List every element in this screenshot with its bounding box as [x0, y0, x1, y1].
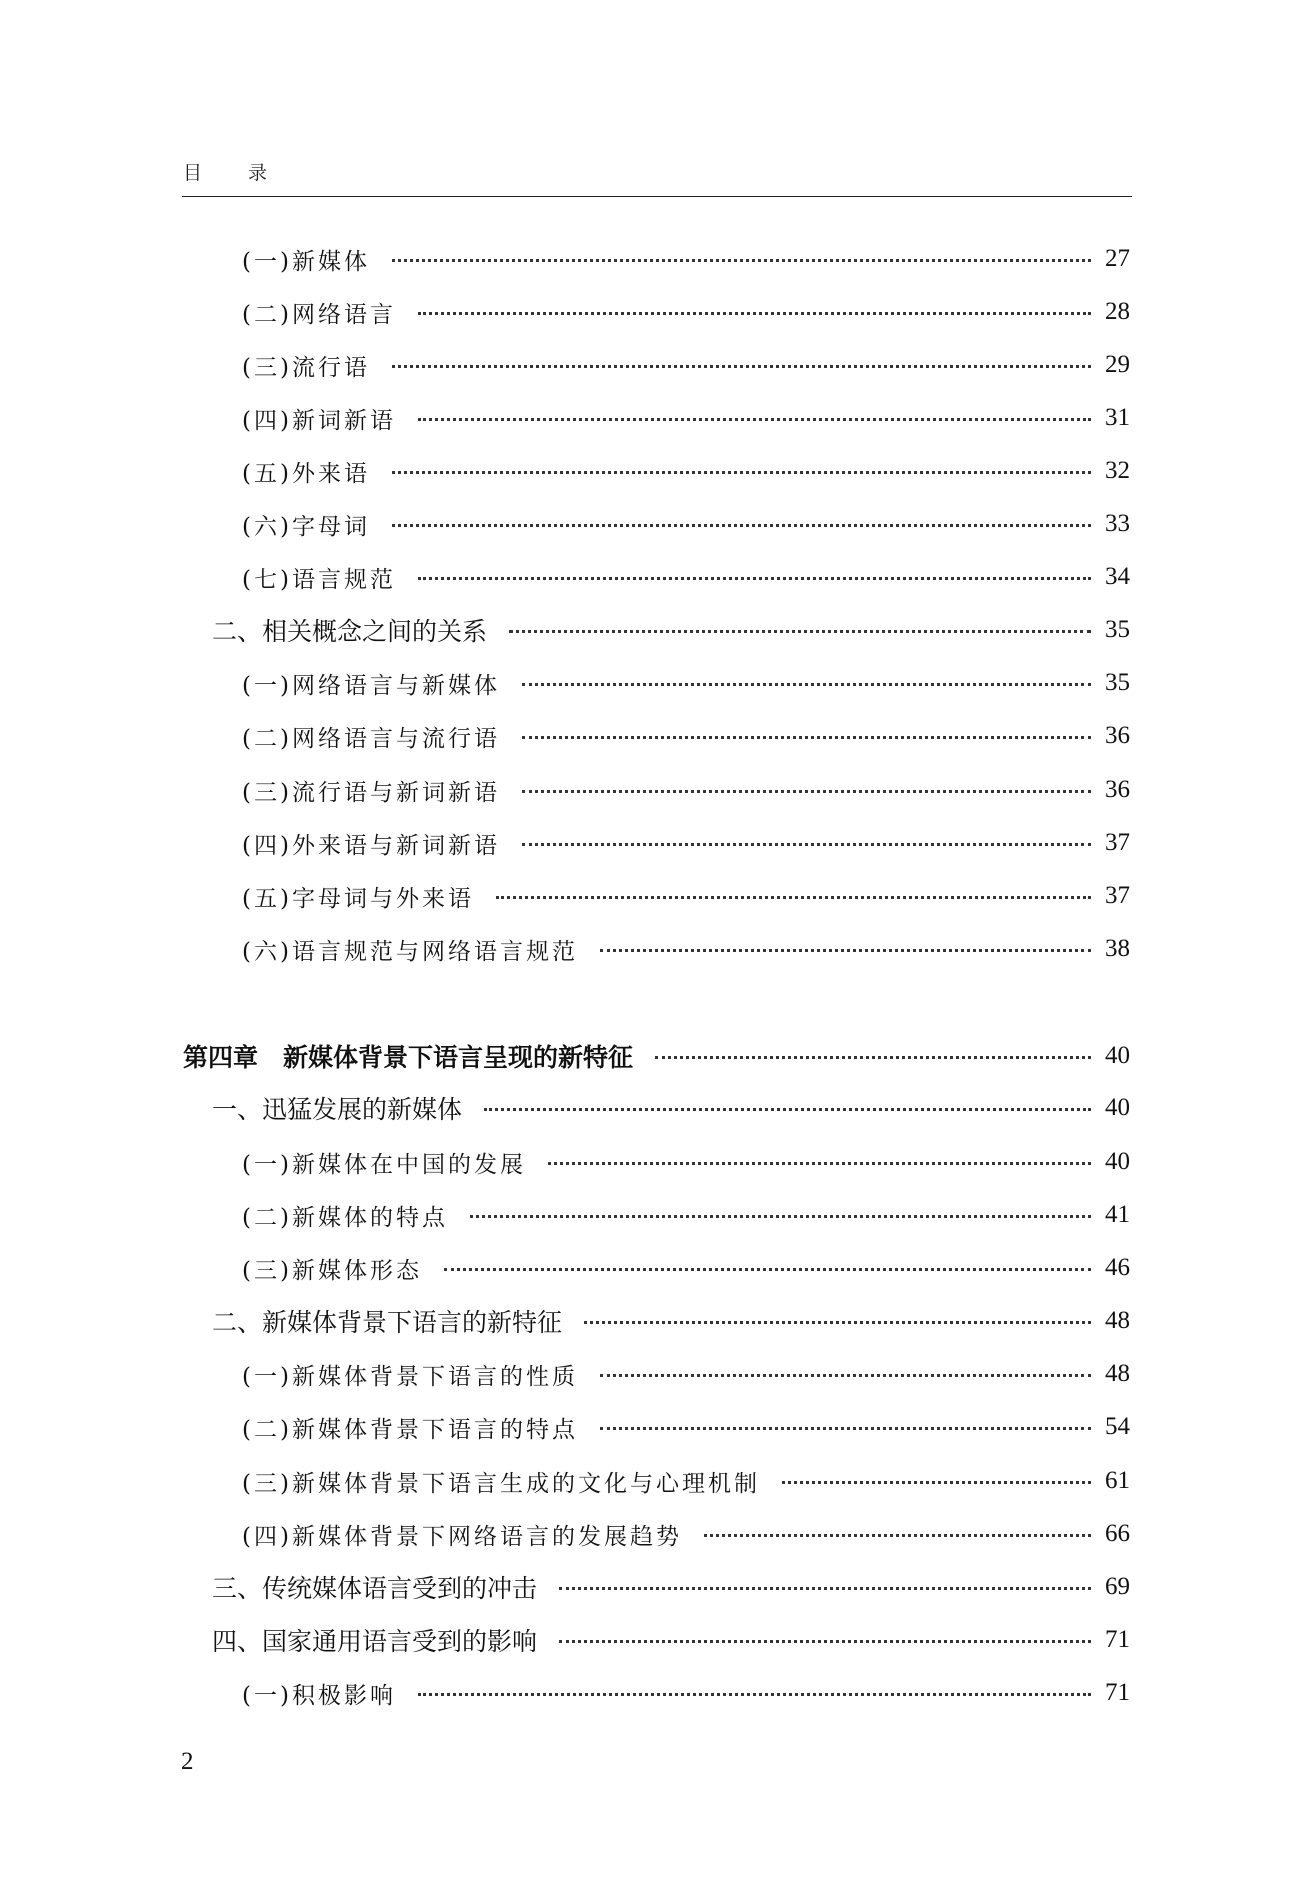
dot-leader — [418, 577, 1091, 580]
toc-entry-title: (二)网络语言 — [242, 301, 396, 328]
header-char-2: 录 — [248, 162, 268, 184]
toc-subsection-entry[interactable] — [242, 456, 1130, 486]
toc-subsection-entry[interactable] — [242, 721, 1130, 751]
toc-entry-title: (六)字母词 — [242, 513, 370, 540]
toc-entry-title: (四)外来语与新词新语 — [242, 832, 500, 859]
toc-entry-title: (五)字母词与外来语 — [242, 885, 474, 912]
dot-leader — [496, 896, 1091, 899]
toc-entry-page: 41 — [1105, 1201, 1130, 1228]
toc-entry-title: 二、新媒体背景下语言的新特征 — [212, 1308, 563, 1337]
dot-leader — [484, 1108, 1091, 1111]
dot-leader — [418, 312, 1091, 315]
toc-entry-title: (一)新媒体背景下语言的性质 — [242, 1363, 578, 1390]
toc-entry-page: 28 — [1105, 298, 1130, 325]
dot-leader — [559, 1587, 1091, 1590]
dot-leader — [522, 790, 1091, 793]
dot-leader — [509, 630, 1091, 633]
toc-entry-page: 35 — [1105, 616, 1130, 643]
toc-entry-title: (一)积极影响 — [242, 1682, 396, 1709]
toc-entry-title: (三)流行语与新词新语 — [242, 779, 500, 806]
toc-entry-title: 四、国家通用语言受到的影响 — [212, 1627, 538, 1656]
toc-entry-page: 36 — [1105, 722, 1130, 749]
toc-section-entry[interactable] — [212, 1625, 1130, 1655]
toc-entry-page: 33 — [1105, 510, 1130, 537]
toc-subsection-entry[interactable] — [242, 1253, 1130, 1283]
toc-entry-title: (五)外来语 — [242, 460, 370, 487]
toc-entry-page: 46 — [1105, 1254, 1130, 1281]
dot-leader — [584, 1321, 1091, 1324]
dot-leader — [522, 736, 1091, 739]
toc-subsection-entry[interactable] — [242, 881, 1130, 911]
dot-leader — [655, 1056, 1091, 1059]
running-header — [183, 158, 267, 185]
toc-chapter-entry[interactable] — [183, 1041, 1130, 1071]
dot-leader — [392, 259, 1091, 262]
toc-entry-page: 32 — [1105, 457, 1130, 484]
dot-leader — [392, 471, 1091, 474]
toc-subsection-entry[interactable] — [242, 350, 1130, 380]
toc-subsection-entry[interactable] — [242, 244, 1130, 274]
toc-entry-title: (二)网络语言与流行语 — [242, 725, 500, 752]
toc-section-entry[interactable] — [212, 1306, 1130, 1336]
dot-leader — [522, 843, 1091, 846]
toc-entry-page: 48 — [1105, 1360, 1130, 1387]
toc-section-entry[interactable] — [212, 1093, 1130, 1123]
toc-entry-page: 54 — [1105, 1413, 1130, 1440]
toc-entry-page: 48 — [1105, 1307, 1130, 1334]
toc-subsection-entry[interactable] — [242, 934, 1130, 964]
toc-entry-title: (四)新媒体背景下网络语言的发展趋势 — [242, 1523, 682, 1550]
toc-subsection-entry[interactable] — [242, 1678, 1130, 1708]
toc-subsection-entry[interactable] — [242, 1200, 1130, 1230]
dot-leader — [782, 1481, 1091, 1484]
dot-leader — [444, 1268, 1091, 1271]
header-char-1: 目 — [183, 162, 203, 184]
toc-section-entry[interactable] — [212, 615, 1130, 645]
toc-entry-title: (三)新媒体形态 — [242, 1257, 422, 1284]
toc-subsection-entry[interactable] — [242, 1519, 1130, 1549]
toc-entry-title: 二、相关概念之间的关系 — [212, 617, 488, 646]
toc-entry-title: (七)语言规范 — [242, 566, 396, 593]
toc-subsection-entry[interactable] — [242, 509, 1130, 539]
toc-entry-title: 一、迅猛发展的新媒体 — [212, 1095, 463, 1124]
toc-entry-page: 71 — [1105, 1679, 1130, 1706]
toc-entry-page: 38 — [1105, 935, 1130, 962]
toc-subsection-entry[interactable] — [242, 403, 1130, 433]
page-number: 2 — [181, 1748, 194, 1775]
toc-entry-title: (四)新词新语 — [242, 407, 396, 434]
toc-entry-title: (一)新媒体在中国的发展 — [242, 1151, 526, 1178]
toc-entry-title: (二)新媒体的特点 — [242, 1204, 448, 1231]
toc-subsection-entry[interactable] — [242, 828, 1130, 858]
dot-leader — [600, 1374, 1091, 1377]
toc-entry-page: 29 — [1105, 351, 1130, 378]
toc-entry-title: (三)新媒体背景下语言生成的文化与心理机制 — [242, 1470, 760, 1497]
toc-section-entry[interactable] — [212, 1572, 1130, 1602]
dot-leader — [600, 949, 1091, 952]
toc-entry-page: 27 — [1105, 245, 1130, 272]
dot-leader — [392, 524, 1091, 527]
toc-subsection-entry[interactable] — [242, 297, 1130, 327]
dot-leader — [418, 418, 1091, 421]
toc-entry-title: 第四章 新媒体背景下语言呈现的新特征 — [183, 1043, 634, 1072]
toc-entry-page: 66 — [1105, 1520, 1130, 1547]
toc-entry-page: 71 — [1105, 1626, 1130, 1653]
dot-leader — [704, 1534, 1091, 1537]
dot-leader — [470, 1215, 1091, 1218]
toc-entry-page: 61 — [1105, 1467, 1130, 1494]
toc-entry-page: 35 — [1105, 669, 1130, 696]
dot-leader — [548, 1162, 1091, 1165]
toc-entry-page: 31 — [1105, 404, 1130, 431]
toc-subsection-entry[interactable] — [242, 1359, 1130, 1389]
dot-leader — [600, 1427, 1091, 1430]
toc-subsection-entry[interactable] — [242, 775, 1130, 805]
toc-entry-title: 三、传统媒体语言受到的冲击 — [212, 1574, 538, 1603]
header-rule — [182, 196, 1132, 197]
toc-entry-page: 40 — [1105, 1094, 1130, 1121]
toc-entry-page: 40 — [1105, 1148, 1130, 1175]
toc-entry-title: (二)新媒体背景下语言的特点 — [242, 1416, 578, 1443]
dot-leader — [418, 1693, 1091, 1696]
dot-leader — [559, 1640, 1091, 1643]
toc-entry-title: (一)网络语言与新媒体 — [242, 672, 500, 699]
toc-entry-page: 69 — [1105, 1573, 1130, 1600]
toc-subsection-entry[interactable] — [242, 562, 1130, 592]
toc-subsection-entry[interactable] — [242, 1466, 1130, 1496]
toc-entry-page: 37 — [1105, 882, 1130, 909]
dot-leader — [392, 365, 1091, 368]
toc-subsection-entry[interactable] — [242, 1412, 1130, 1442]
toc-entry-page: 40 — [1105, 1042, 1130, 1069]
toc-entry-page: 36 — [1105, 776, 1130, 803]
toc-entry-page: 34 — [1105, 563, 1130, 590]
toc-entry-title: (三)流行语 — [242, 354, 370, 381]
toc-subsection-entry[interactable] — [242, 1147, 1130, 1177]
toc-entry-page: 37 — [1105, 829, 1130, 856]
dot-leader — [522, 683, 1091, 686]
toc-subsection-entry[interactable] — [242, 668, 1130, 698]
toc-entry-title: (六)语言规范与网络语言规范 — [242, 938, 578, 965]
toc-entry-title: (一)新媒体 — [242, 248, 370, 275]
